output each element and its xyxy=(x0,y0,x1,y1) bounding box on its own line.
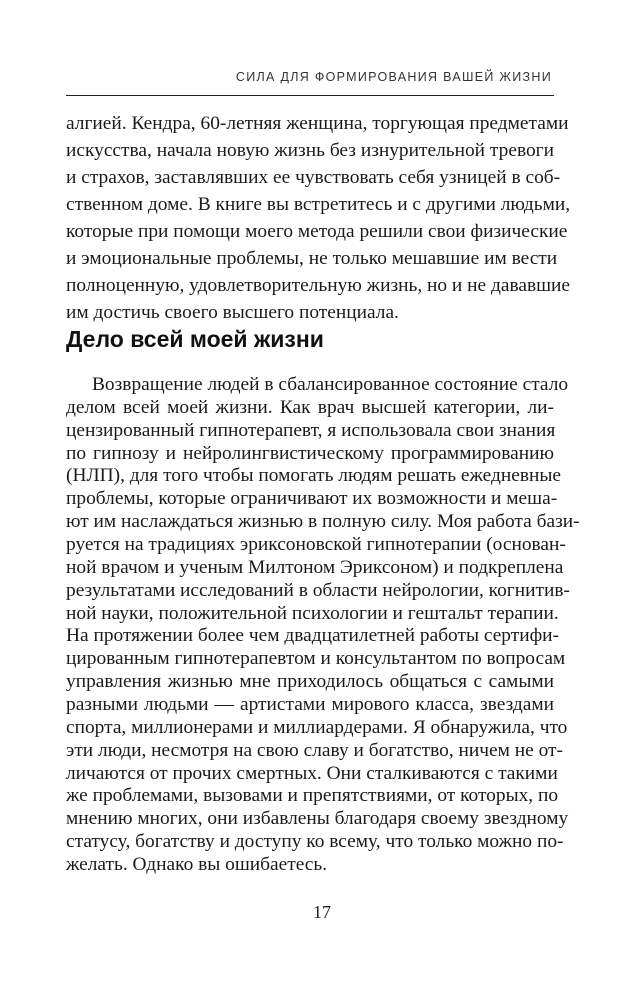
text-line: же проблемами, вызовами и препятствиями, от которых, по xyxy=(66,785,559,806)
text-line: мнению многих, они избавлены благодаря своему звездному xyxy=(66,808,569,829)
text-line: искусства, начала новую жизнь без изнурительной тревоги xyxy=(66,140,554,161)
text-line: спорта, миллионерами и миллиардерами. Я обнаружила, что xyxy=(66,717,568,738)
text-line: и страхов, заставлявших ее чувствовать себя узницей в соб- xyxy=(66,167,561,188)
text-line: управления жизнью мне приходилось общаться с самыми xyxy=(66,671,554,692)
text-line: ной врачом и ученым Милтоном Эриксоном) и подкреплена xyxy=(66,557,564,578)
text-line: статусу, богатству и доступу ко всему, что только можно по- xyxy=(66,831,564,852)
text-line: по гипнозу и нейролингвистическому программированию xyxy=(66,443,554,464)
text-line: им достичь своего высшего потенциала. xyxy=(66,302,399,323)
header-rule xyxy=(66,95,554,96)
page-number: 17 xyxy=(313,902,331,922)
text-line: алгией. Кендра, 60-летняя женщина, торгующая предметами xyxy=(66,113,569,134)
text-line: разными людьми — артистами мирового класса, звездами xyxy=(66,694,554,715)
running-header: СИЛА ДЛЯ ФОРМИРОВАНИЯ ВАШЕЙ ЖИЗНИ xyxy=(235,70,552,84)
text-line: полноценную, удовлетворительную жизнь, но и не дававшие xyxy=(66,275,571,296)
text-line: На протяжении более чем двадцатилетней работы сертифи- xyxy=(66,625,559,646)
text-line: ют им наслаждаться жизнью в полную силу. Моя работа бази- xyxy=(66,511,580,532)
text-line: личаются от прочих смертных. Они сталкиваются с такими xyxy=(66,763,558,784)
text-line: ной науки, положительной психологии и гештальт терапии. xyxy=(66,603,559,624)
text-line: делом всей моей жизни. Как врач высшей категории, ли- xyxy=(66,397,554,418)
text-line: желать. Однако вы ошибаетесь. xyxy=(66,854,328,875)
section-heading: Дело всей моей жизни xyxy=(66,326,324,352)
text-line: руется на традициях эриксоновской гипнотерапии (основан- xyxy=(66,534,566,555)
text-line: (НЛП), для того чтобы помогать людям решать ежедневные xyxy=(66,465,561,486)
text-line: цензированный гипнотерапевт, я использовала свои знания xyxy=(66,420,556,441)
text-line: проблемы, которые ограничивают их возможности и меша- xyxy=(66,488,558,509)
text-line: результатами исследований в области нейрологии, когнитив- xyxy=(66,580,570,601)
text-line: эти люди, несмотря на свою славу и богатство, ничем не от- xyxy=(66,740,563,761)
text-line: и эмоциональные проблемы, не только мешавшие им вести xyxy=(66,248,558,269)
text-line: цированным гипнотерапевтом и консультантом по вопросам xyxy=(66,648,566,669)
text-line: Возвращение людей в сбалансированное состояние стало xyxy=(92,374,569,395)
text-line: которые при помощи моего метода решили свои физические xyxy=(66,221,568,242)
text-line: ственном доме. В книге вы встретитесь и с другими людьми, xyxy=(66,194,571,215)
